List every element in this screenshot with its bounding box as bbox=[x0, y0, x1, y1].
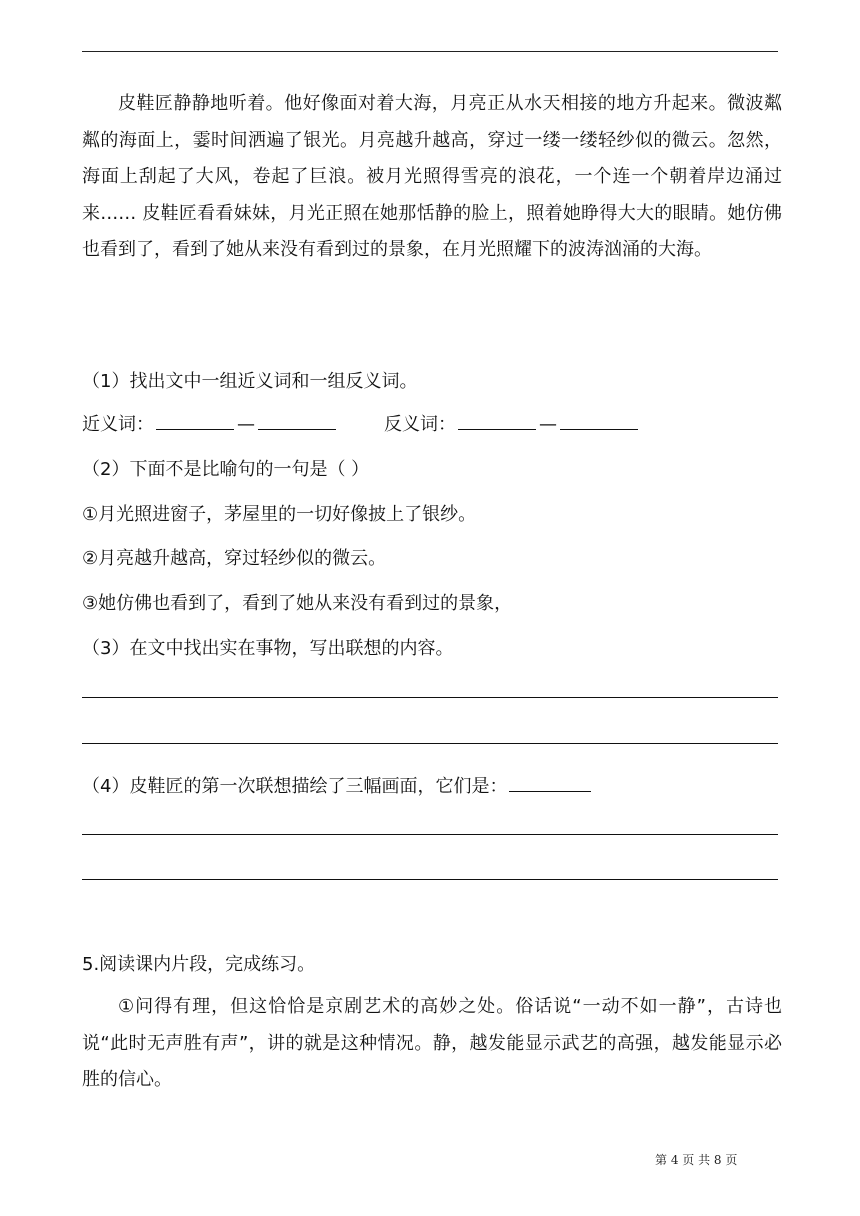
answer-line[interactable] bbox=[82, 743, 778, 744]
answer-line[interactable] bbox=[82, 834, 778, 835]
question-4-text: （4）皮鞋匠的第一次联想描绘了三幅画面，它们是： bbox=[82, 776, 508, 797]
passage-paragraph: 皮鞋匠静静地听着。他好像面对着大海，月亮正从水天相接的地方升起来。微波粼粼的海面上，霎时间洒遍了银光。月亮越升越高，穿过一缕一缕轻纱似的微云。忽然，海面上刮起了大风，卷起了巨浪。被月光照得雪亮的浪花，一个连一个朝着岸边涌过来…… 皮鞋匠看看妹妹，月光正照在她那恬静的脸上，照着她睁得大大的眼睛。她仿佛也看到了，看到了她从来没有看到过的景象，在月光照耀下的波涛汹涌的大海。 bbox=[82, 93, 782, 261]
option-2[interactable]: ②月亮越升越高，穿过轻纱似的微云。 bbox=[82, 548, 387, 569]
option-3[interactable]: ③她仿佛也看到了，看到了她从来没有看到过的景象， bbox=[82, 593, 513, 614]
question-4-blank[interactable] bbox=[509, 771, 591, 792]
question-2: （2）下面不是比喻句的一句是（ ） bbox=[82, 459, 370, 480]
synonym-blank-1[interactable] bbox=[156, 409, 234, 430]
question-1-blanks bbox=[82, 409, 640, 436]
answer-line[interactable] bbox=[82, 697, 778, 698]
antonym-blank-2[interactable] bbox=[560, 409, 638, 430]
header-rule bbox=[82, 51, 778, 52]
synonym-label: 近义词： bbox=[82, 414, 154, 435]
section-5-title: 5.阅读课内片段，完成练习。 bbox=[82, 954, 316, 975]
option-1[interactable]: ①月光照进窗子，茅屋里的一切好像披上了银纱。 bbox=[82, 504, 477, 525]
section-5-paragraph: ①问得有理，但这恰恰是京剧艺术的高妙之处。俗话说“一动不如一静”，古诗也说“此时无声胜有声”，讲的就是这种情况。静，越发能显示武艺的高强，越发能显示必胜的信心。 bbox=[82, 996, 782, 1091]
synonym-dash: — bbox=[237, 414, 255, 435]
reading-passage bbox=[82, 86, 782, 269]
question-4 bbox=[82, 771, 593, 798]
antonym-blank-1[interactable] bbox=[458, 409, 536, 430]
question-3: （3）在文中找出实在事物，写出联想的内容。 bbox=[82, 638, 454, 659]
synonym-blank-2[interactable] bbox=[258, 409, 336, 430]
antonym-dash: — bbox=[539, 414, 557, 435]
question-1: （1）找出文中一组近义词和一组反义词。 bbox=[82, 371, 418, 392]
antonym-label: 反义词： bbox=[384, 414, 456, 435]
answer-line[interactable] bbox=[82, 879, 778, 880]
page-number: 第 4 页 共 8 页 bbox=[655, 1153, 738, 1167]
section-5-passage bbox=[82, 989, 782, 1099]
